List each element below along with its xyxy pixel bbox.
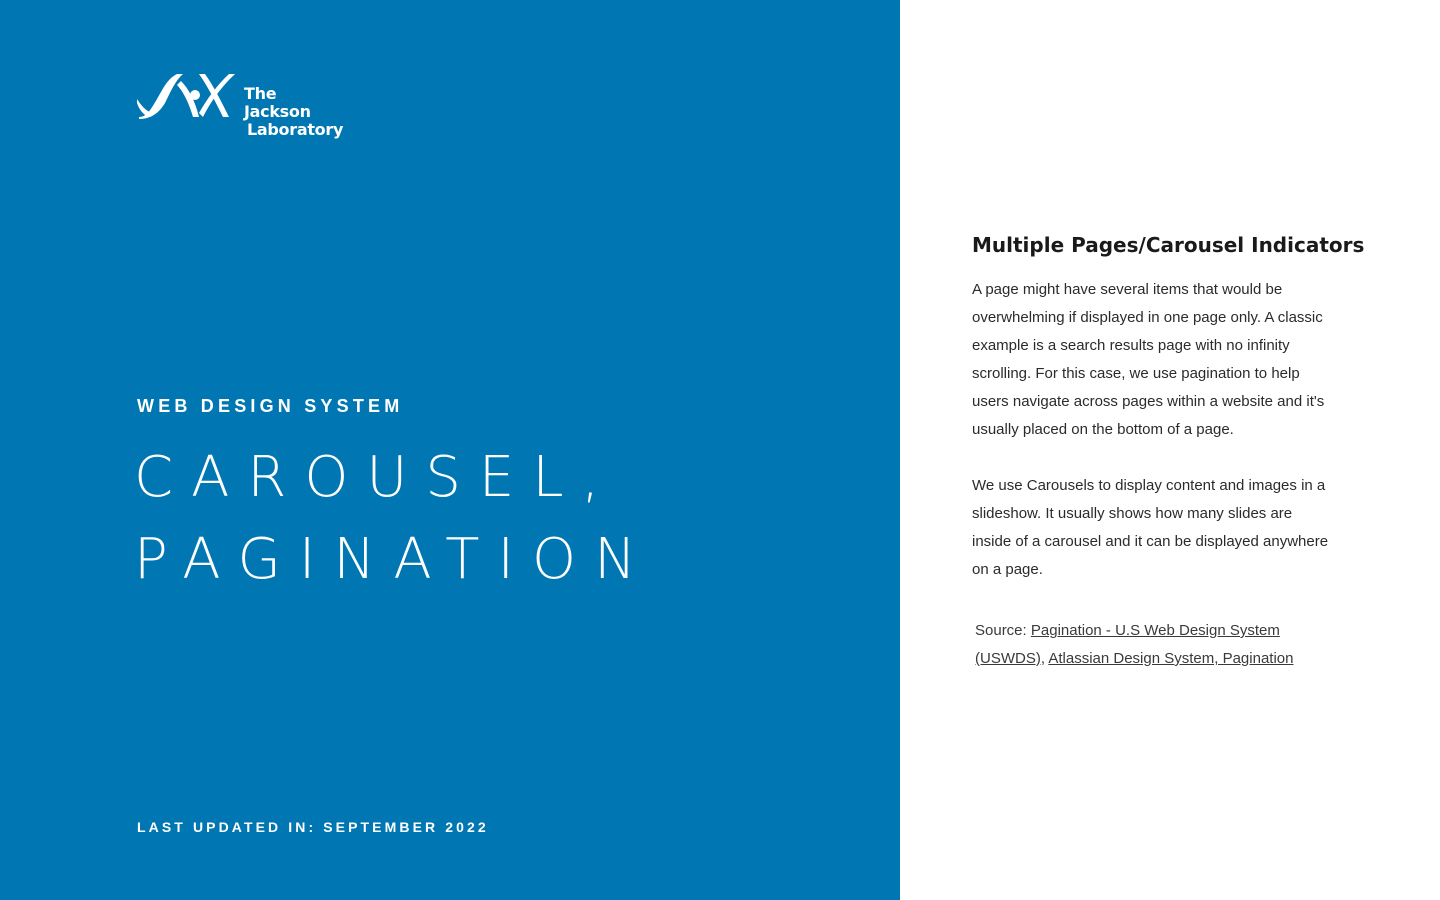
- title-line1: CAROUSEL,: [134, 445, 618, 510]
- pagination-description: A page might have several items that would be overwhelming if displayed in one page only. A classic example is a search results page with no infinity scrolling. For this case, we use pagination to help users navigate across pages within a website and it's usually placed on the bottom of a page.: [972, 281, 1325, 438]
- section-heading: Multiple Pages/Carousel Indicators: [972, 233, 1365, 257]
- atlassian-pagination-link[interactable]: Atlassian Design System, Pagination: [1048, 650, 1294, 667]
- logo-line2: Laboratory: [247, 120, 344, 139]
- eyebrow-label: WEB DESIGN SYSTEM: [137, 396, 404, 416]
- last-updated: LAST UPDATED IN: SEPTEMBER 2022: [137, 819, 489, 835]
- source-label: Source:: [975, 622, 1027, 639]
- jax-logo-icon: [137, 71, 237, 123]
- logo-wordmark: [244, 85, 347, 139]
- source-citation: [975, 617, 1315, 673]
- title-line2: PAGINATION: [134, 527, 654, 592]
- page-title: [134, 437, 654, 601]
- logo-line1: The Jackson: [244, 84, 311, 121]
- uswds-pagination-link[interactable]: Pagination - U.S Web Design System (USWDS),: [975, 622, 1280, 667]
- content-panel: [900, 0, 1440, 900]
- jax-logo[interactable]: [137, 71, 347, 139]
- carousel-description: We use Carousels to display content and images in a slideshow. It usually shows how many slides are inside of a carousel and it can be displayed anywhere on a page.: [972, 477, 1329, 578]
